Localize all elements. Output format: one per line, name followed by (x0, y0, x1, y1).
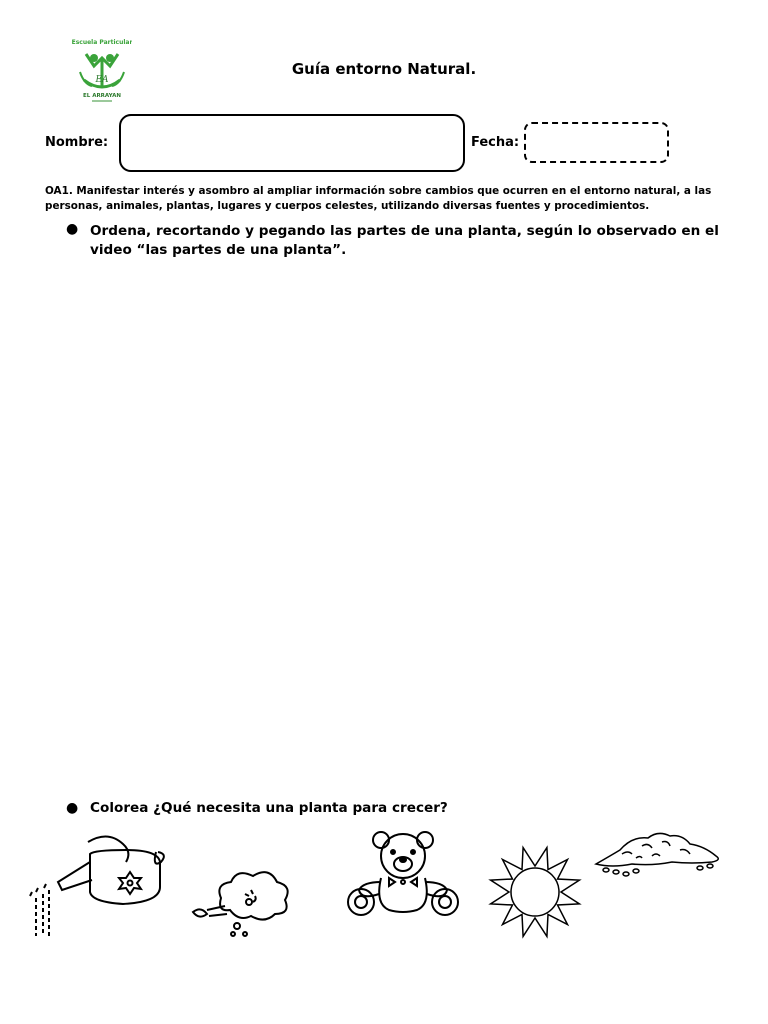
page-title: Guía entorno Natural. (291, 60, 477, 78)
name-label: Nombre: (45, 135, 109, 150)
svg-text:EL ARRAYAN: EL ARRAYAN (83, 93, 121, 99)
instruction-order-plant-parts: Ordena, recortando y pegando las partes de una planta, según lo observado en el video “las partes de una planta”. (90, 223, 719, 258)
instruction-color: Colorea ¿Qué necesita una planta para crecer? (90, 800, 448, 816)
wind-cloud-icon (185, 862, 295, 942)
watering-can-icon (28, 832, 168, 942)
date-field[interactable] (524, 122, 669, 163)
date-label: Fecha: (471, 135, 520, 150)
bullet-icon: ● (66, 800, 79, 816)
sun-icon (485, 842, 585, 942)
soil-icon (592, 828, 724, 880)
bullet-icon: ● (66, 221, 79, 237)
svg-text:Escuela Particular: Escuela Particular (72, 39, 132, 46)
svg-text:EA: EA (95, 75, 109, 85)
teddy-bear-icon (345, 830, 463, 925)
learning-objective: OA1. Manifestar interés y asombro al ampliar información sobre cambios que ocurren en el entorno natural, a las personas, animales, plantas, lugares y cuerpos celestes, utilizando diversas fuentes y procedimientos. (45, 185, 712, 212)
name-field[interactable] (119, 114, 465, 172)
